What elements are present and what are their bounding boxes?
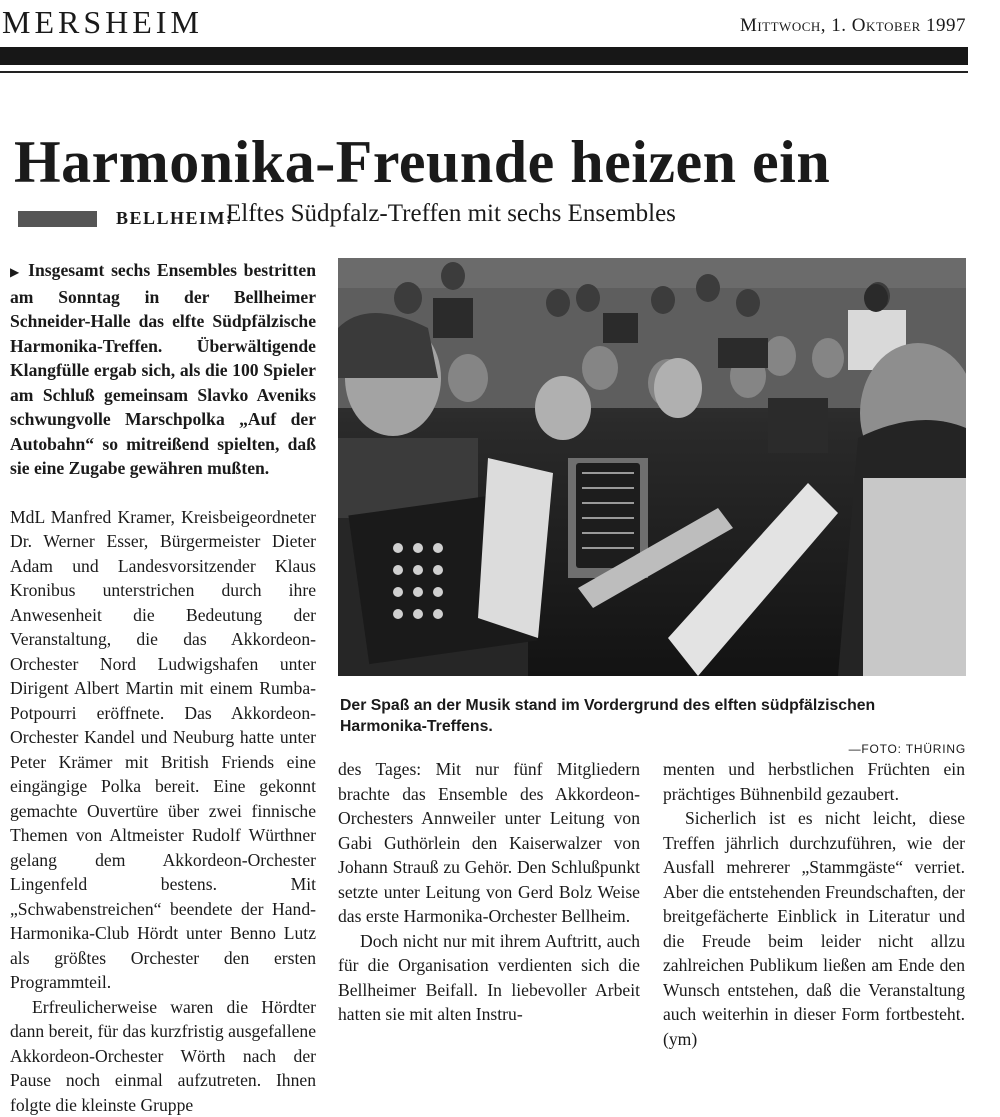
lead-text: Insgesamt sechs Ensembles bestritten am Sonntag in der Bellheimer Schneider-Halle das elfte Südpfälzische Harmonika-Treffen. Überwältigende Klangfülle ergab sich, als die 100 Spieler am Schluß gemeinsam Slavko Aveniks schwungvolle Marschpolka „Auf der Autobahn“ so mitreißend spielten, daß sie eine Zugabe gewähren mußten. <box>10 260 316 478</box>
kicker-bar <box>18 211 97 227</box>
masthead-thick-rule <box>0 47 968 65</box>
orchestra-photo <box>338 258 966 676</box>
kicker-title: Elftes Südpfalz-Treffen mit sechs Ensembles <box>226 200 676 228</box>
kicker-place: BELLHEIM: <box>116 208 234 229</box>
accordion-players-photo-illustration <box>338 258 966 676</box>
article-column-1 <box>10 258 316 1117</box>
body-paragraph-2-start: Erfreulicherweise waren die Hördter dann bereit, für das kurzfristig ausgefallene Akkordeon-Orchester Wörth nach der Pause noch einmal aufzutreten. Ihnen folgte die kleinste Gruppe <box>10 995 316 1117</box>
article-column-3 <box>663 757 965 1051</box>
headline: Harmonika-Freunde heizen ein <box>14 128 830 197</box>
body-paragraph-1: MdL Manfred Kramer, Kreisbeigeordneter Dr. Werner Esser, Bürgermeister Dieter Adam und Landesvorsitzender Klaus Kronibus unterstrichen durch ihre Anwesenheit die Bedeutung der Veranstaltung, die das Akkordeon-Orchester Nord Ludwigshafen unter Dirigent Albert Martin mit einem Rumba-Potpourri eröffnete. Das Akkordeon-Orchester Kandel und Neuburg hatte unter Peter Krämer mit British Friends eine eingängige Polka bereit. Eine gekonnt gemachte Ouvertüre über zwei finnische Themen von Altmeister Rudolf Würthner gelang dem Akkordeon-Orchester Lingenfeld bestens. Mit „Schwabenstreichen“ beendete der Hand-Harmonika-Club Hördt unter Benno Lutz als größtes Orchester den ersten Programmteil. <box>10 505 316 995</box>
section-name: MERSHEIM <box>2 4 203 41</box>
masthead-thin-rule <box>0 71 968 73</box>
caption-text: Der Spaß an der Musik stand im Vordergrund des elften südpfälzischen Harmonika-Treffens. <box>340 695 966 737</box>
lead-arrow-icon: ▶ <box>10 265 22 279</box>
body-paragraph-3-cont: menten und herbstlichen Früchten ein prächtiges Bühnenbild gezaubert. <box>663 757 965 806</box>
body-paragraph-2-cont: des Tages: Mit nur fünf Mitgliedern brachte das Ensemble des Akkordeon-Orchesters Annweiler unter Leitung von Gabi Guthörlein den Kaiserwalzer von Johann Strauß zu Gehör. Den Schlußpunkt setzte unter Leitung von Gerd Bolz Weise das erste Harmonika-Orchester Bellheim. <box>338 757 640 929</box>
issue-date: Mittwoch, 1. Oktober 1997 <box>740 15 966 37</box>
article-column-2 <box>338 757 640 1027</box>
photo-credit: —FOTO: THÜRING <box>849 739 966 760</box>
masthead <box>0 0 1000 78</box>
body-paragraph-4: Sicherlich ist es nicht leicht, diese Treffen jährlich durchzuführen, wie der Ausfall mehrerer „Stammgäste“ verriet. Aber die entstehenden Freundschaften, der breitgefächerte Einblick in Literatur und die Freude beim leider nicht allzu zahlreichen Publikum ließen am Ende den Wunsch entstehen, daß die Veranstaltung auch weiterhin in dieser Form fortbesteht. (ym) <box>663 806 965 1051</box>
body-paragraph-3-start: Doch nicht nur mit ihrem Auftritt, auch für die Organisation verdienten sich die Bellheimer Beifall. In liebevoller Arbeit hatten sie mit alten Instru- <box>338 929 640 1027</box>
photo-caption <box>340 695 966 760</box>
lead-paragraph <box>10 258 316 481</box>
